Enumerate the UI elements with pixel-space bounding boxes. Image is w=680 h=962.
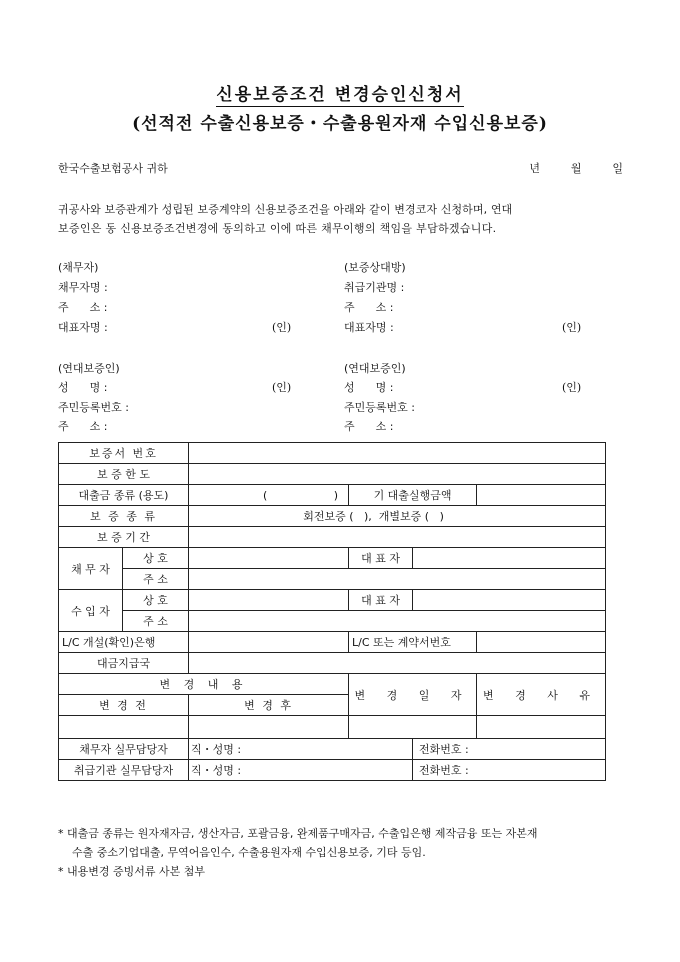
importer-section-label: 수 입 자 (59, 590, 123, 632)
debtor-staff-label: 채무자 실무담당자 (59, 739, 189, 760)
date-day: 일 (612, 162, 623, 175)
agency-staff-name-field[interactable]: 직・성명 : (189, 760, 413, 781)
lc-no-field[interactable] (477, 632, 606, 653)
lc-bank-label: L/C 개설(확인)은행 (59, 632, 189, 653)
guarantor-right-name-label: 성 명 : (344, 381, 394, 394)
counterparty-seal: (인) (562, 321, 582, 334)
loan-paren-close: ) (333, 488, 339, 502)
guarantor-right-reg-label: 주민등록번호 : (344, 401, 415, 414)
debtor-address-label: 주 소 : (58, 301, 108, 314)
guarantor-right-header: (연대보증인) (344, 362, 406, 375)
change-after-header: 변 경 후 (189, 695, 349, 716)
footnote-1: * 대출금 종류는 원자재자금, 생산자금, 포괄금융, 완제품구매자금, 수출입은행 제작금융 또는 자본재 (58, 827, 538, 840)
debtor-rep-label: 대표자명 : (58, 321, 108, 334)
debtor-staff-name-field[interactable]: 직・성명 : (189, 739, 413, 760)
loan-paren-open: ( (263, 488, 268, 502)
change-date-field[interactable] (349, 716, 477, 739)
prior-loan-field[interactable] (477, 485, 606, 506)
guarantor-left-reg-label: 주민등록번호 : (58, 401, 129, 414)
form-subtitle: (선적전 수출신용보증・수출용원자재 수입신용보증) (132, 114, 548, 134)
importer-firm-label: 상 호 (123, 590, 189, 611)
change-before-header: 변 경 전 (59, 695, 189, 716)
intro-line-1: 귀공사와 보증관계가 성립된 보증계약의 신용보증조건을 아래와 같이 변경코자 신청하며, 연대 (58, 203, 513, 216)
change-after-field[interactable] (189, 716, 349, 739)
change-date-header: 변 경 일 자 (349, 674, 477, 716)
loan-type-field[interactable] (189, 485, 349, 506)
importer-addr-label: 주 소 (123, 611, 189, 632)
form-title: 신용보증조건 변경승인신청서 (216, 85, 464, 105)
date-line (500, 162, 623, 176)
cert-no-label: 보증서 번호 (59, 443, 189, 464)
counterparty-address-label: 주 소 : (344, 301, 394, 314)
debtor-addr-label: 주 소 (123, 569, 189, 590)
guarantor-left-header: (연대보증인) (58, 362, 120, 375)
importer-rep-label: 대 표 자 (349, 590, 413, 611)
debtor-rep-field[interactable] (413, 548, 606, 569)
limit-label: 보 증 한 도 (59, 464, 189, 485)
counterparty-name-label: 취급기관명 : (344, 281, 405, 294)
importer-firm-field[interactable] (189, 590, 349, 611)
guarantee-type-label: 보 증 종 류 (59, 506, 189, 527)
intro-line-2: 보증인은 동 신용보증조건변경에 동의하고 이에 따른 채무이행의 책임을 부담하겠습니다. (58, 222, 497, 235)
change-reason-field[interactable] (477, 716, 606, 739)
guarantor-left-seal: (인) (272, 381, 292, 394)
guarantee-change-table (58, 442, 606, 781)
guarantor-right-address-label: 주 소 : (344, 420, 394, 433)
agency-staff-label: 취급기관 실무담당자 (59, 760, 189, 781)
footnote-1-cont: 수출 중소기업대출, 무역어음인수, 수출용원자재 수입신용보증, 기타 등임. (72, 846, 426, 859)
debtor-firm-field[interactable] (189, 548, 349, 569)
agency-staff-phone-field[interactable]: 전화번호 : (413, 760, 606, 781)
loan-type-label: 대출금 종류 (용도) (59, 485, 189, 506)
payment-bank-label: 대금지급국 (59, 653, 189, 674)
debtor-rep-label: 대 표 자 (349, 548, 413, 569)
debtor-firm-label: 상 호 (123, 548, 189, 569)
prior-loan-label: 기 대출실행금액 (349, 485, 477, 506)
date-year: 년 (529, 162, 540, 175)
debtor-name-label: 채무자명 : (58, 281, 108, 294)
change-before-field[interactable] (59, 716, 189, 739)
guarantor-right-seal: (인) (562, 381, 582, 394)
debtor-section-label: 채 무 자 (59, 548, 123, 590)
guarantee-type-options[interactable]: 회전보증 ( ), 개별보증 ( ) (189, 506, 606, 527)
footnotes (58, 824, 538, 881)
guarantor-left-address-label: 주 소 : (58, 420, 108, 433)
importer-addr-field[interactable] (189, 611, 606, 632)
debtor-addr-field[interactable] (189, 569, 606, 590)
date-month: 월 (570, 162, 582, 175)
guarantor-left-name-label: 성 명 : (58, 381, 108, 394)
counterparty-header: (보증상대방) (344, 261, 406, 274)
counterparty-rep-label: 대표자명 : (344, 321, 394, 334)
lc-bank-field[interactable] (189, 632, 349, 653)
payment-bank-field[interactable] (189, 653, 606, 674)
limit-field[interactable] (189, 464, 606, 485)
change-reason-header: 변 경 사 유 (477, 674, 606, 716)
lc-no-label: L/C 또는 계약서번호 (349, 632, 477, 653)
importer-rep-field[interactable] (413, 590, 606, 611)
change-content-header: 변 경 내 용 (59, 674, 349, 695)
debtor-seal: (인) (272, 321, 292, 334)
debtor-staff-phone-field[interactable]: 전화번호 : (413, 739, 606, 760)
addressee: 한국수출보험공사 귀하 (58, 162, 168, 175)
period-field[interactable] (189, 527, 606, 548)
debtor-header: (채무자) (58, 261, 99, 274)
period-label: 보 증 기 간 (59, 527, 189, 548)
cert-no-field[interactable] (189, 443, 606, 464)
footnote-2: * 내용변경 증빙서류 사본 첨부 (58, 865, 205, 878)
